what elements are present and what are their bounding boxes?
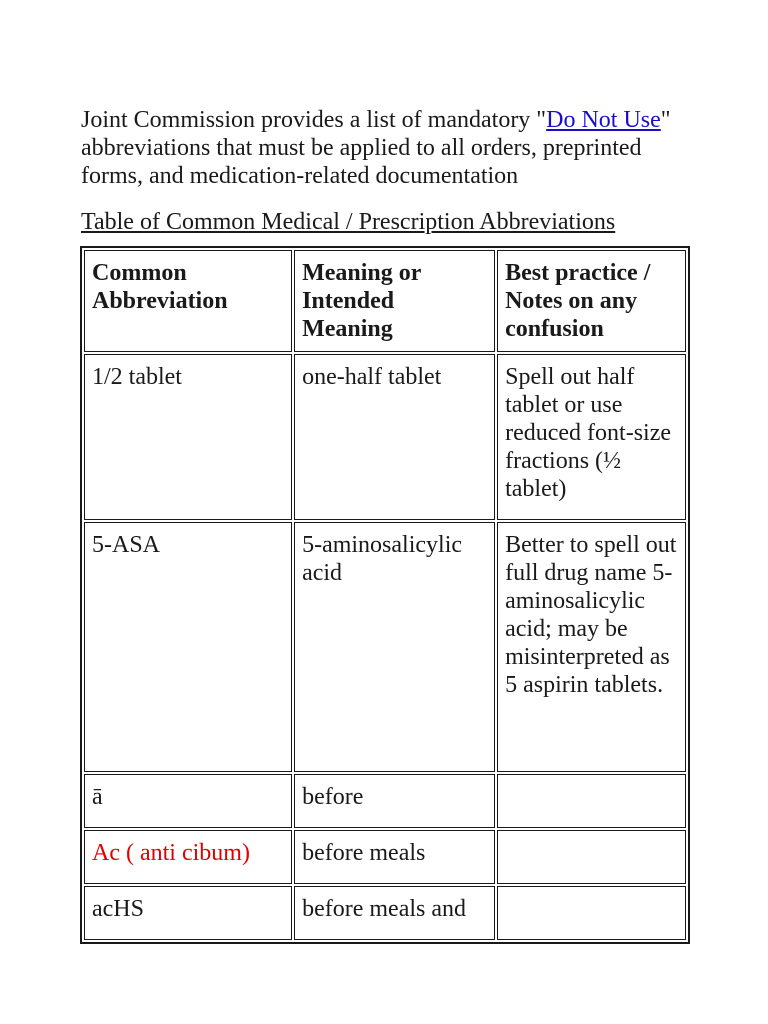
cell-meaning: 5-aminosalicylic acid [294,522,495,772]
cell-note: Spell out half tablet or use reduced font-size fractions (½ tablet) [497,354,686,520]
cell-note: Better to spell out full drug name 5-aminosalicylic acid; may be misinterpreted as 5 aspirin tablets. [497,522,686,772]
table-header-row [84,250,686,352]
cell-abbreviation: Ac ( anti cibum) [84,830,292,884]
intro-text-before-link: Joint Commission provides a list of mandatory " [81,107,547,133]
table-row [84,522,686,772]
cell-note [497,774,686,828]
cell-note [497,830,686,884]
cell-meaning: one-half tablet [294,354,495,520]
header-best-practice: Best practice / Notes on any confusion [497,250,686,352]
intro-text-after-link: " abbreviations that must be applied to all orders, preprinted forms, and medication-related documentation [81,107,671,189]
do-not-use-link[interactable]: Do Not Use [546,107,661,133]
header-meaning: Meaning or Intended Meaning [294,250,495,352]
cell-abbreviation: 5-ASA [84,522,292,772]
cell-abbreviation: 1/2 tablet [84,354,292,520]
table-caption: Table of Common Medical / Prescription Abbreviations [81,209,616,235]
cell-meaning: before meals [294,830,495,884]
cell-abbreviation: ā [84,774,292,828]
cell-note [497,886,686,940]
header-common-abbreviation: Common Abbreviation [84,250,292,352]
document-body [81,106,691,944]
cell-meaning: before [294,774,495,828]
cell-abbreviation: acHS [84,886,292,940]
table-row [84,886,686,940]
cell-meaning: before meals and [294,886,495,940]
table-row [84,830,686,884]
intro-paragraph [81,106,691,190]
abbreviations-table [80,246,690,944]
table-row [84,774,686,828]
table-row [84,354,686,520]
